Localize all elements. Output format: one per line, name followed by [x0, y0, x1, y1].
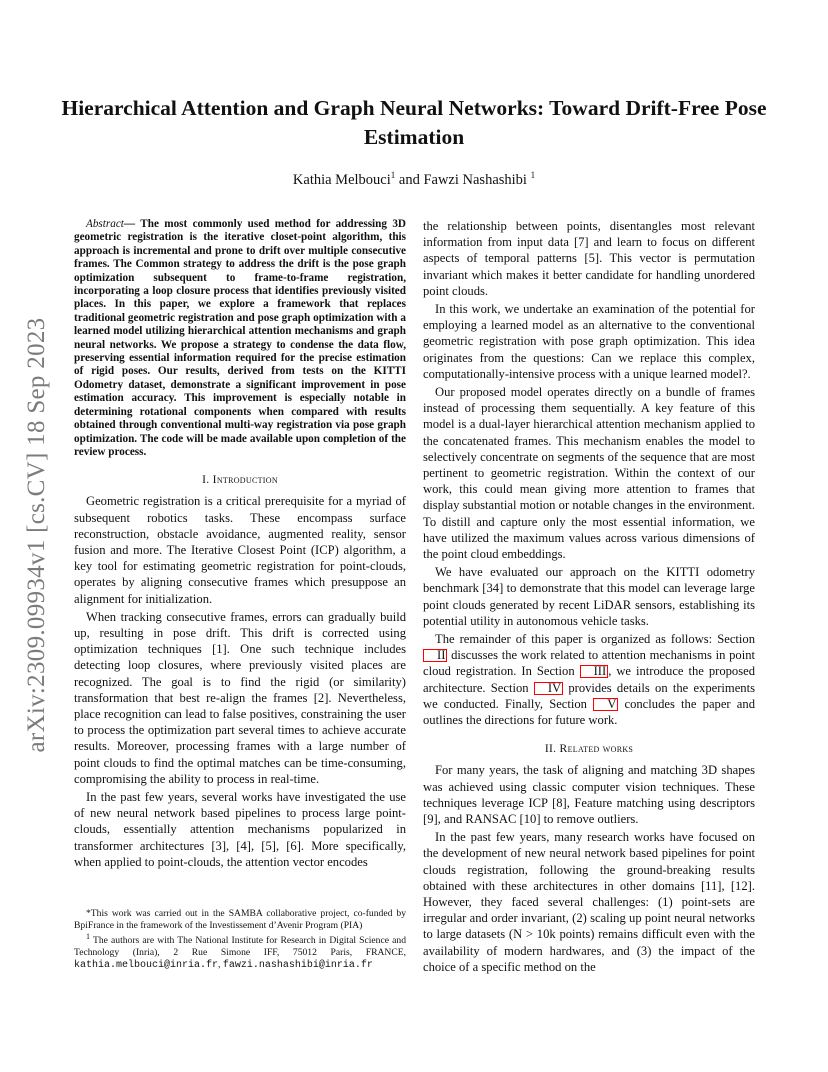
abstract — [74, 218, 406, 459]
paragraph: We have evaluated our approach on the KITTI odometry benchmark [34] to demonstrate that this model can leverage large point clouds generated by recent LiDAR sensors, establishing its potential utility in autonomous vehicle tasks. — [423, 565, 755, 628]
section-link[interactable]: III — [580, 665, 609, 678]
section-name: Related works — [559, 742, 634, 756]
left-column — [74, 218, 406, 870]
section-link[interactable]: II — [423, 649, 447, 662]
paragraph: Geometric registration is a critical prerequisite for a myriad of subsequent robotics tasks. These encompass surface reconstruction, obstacle avoidance, augmented reality, sensor fusion and more. The Iterative Closest Point (ICP) algorithm, a key tool for estimating geometric registration for point-clouds, operates by aligning consecutive frames which presuppose an alignment for initialization. — [74, 494, 406, 606]
footnote-affiliation: $^1$ The authors are with The National Institute for Research in Digital Science and Technology (Inria), 2 Rue Simone IFF, 75012 Paris, FRANCE, kathia.melbouci@inria.fr, fawzi.nashashibi@inria.fr — [74, 932, 406, 971]
paragraph: In the past few years, many research works have focused on the development of new neural network based pipelines for point clouds registration, following the ground-breaking results obtained with these architectures in other domains [11], [12]. However, they faced several challenges: (1) point-sets are irregular and order invariant, (2) scaling up point neural networks to large datasets (N > 10k points) remains difficult even with the availability of modern hardwares, and (3) the impact of the choice of a specific method on the — [423, 830, 755, 974]
paragraph: When tracking consecutive frames, errors can gradually build up, resulting in pose drift. This drift is corrected using optimization techniques [1]. One such technique includes detecting loop closures, where previously visited places are recognized. The goal is to find the rigid (or similarity) transformation that best re-align the frames [2]. Nevertheless, place recognition can lead to false positives, constraining the user to process the optimization part several times to achieve accurate results. Moreover, processing frames with a large number of point clouds to find the optimal matches can be time-consuming, compromising the ability to process in real-time. — [74, 609, 406, 786]
abstract-text: The most commonly used method for addressing 3D geometric registration is the iterative closet-point algorithm, this approach is incremental and prone to drift over multiple consecutive frames. The Common strategy to address the drift is the pose graph optimization subsequent to frame-to-frame registration, incorporating a loop closure process that identifies previously visited places. In this paper, we explore a framework that replaces traditional geometric registration and pose graph optimization with a learned model utilizing hierarchical attention mechanisms and graph neural networks. We propose a strategy to condense the data flow, preserving essential information required for the precise estimation of rigid poses. Our results, derived from tests on the KITTI Odometry dataset, demonstrate a significant improvement in pose estimation accuracy. This improvement is especially notable in determining rotational components when compared with results obtained through conventional multi-way registration via pose graph optimization. The code will be made available upon completion of the review process. — [74, 218, 406, 458]
paragraph: the relationship between points, disentangles most relevant information from input data [7] and learn to focus on different aspects of temporal patterns [5]. This vector is permutation invariant which makes it better candidate for handling unordered point clouds. — [423, 219, 755, 298]
section-name: Introduction — [212, 473, 278, 487]
footnotes — [74, 908, 406, 971]
section-heading-related-works: II. Related works — [544, 742, 634, 756]
author-1: Kathia Melbouci — [292, 171, 391, 188]
arxiv-stamp — [22, 285, 52, 785]
paragraph: The remainder of this paper is organized as follows: Section II discusses the work related to attention mechanisms in point cloud registration. In Section III , we introduce the proposed architecture. Section IV provides details on the experiments we conducted. Finally, Section V concludes the paper and outlines the directions for future work. — [423, 632, 756, 728]
email-link[interactable]: fawzi.nashashibi@inria.fr — [222, 959, 373, 971]
paragraph: Our proposed model operates directly on a bundle of frames instead of processing them sequentially. A key feature of this model is a dual-layer hierarchical attention mechanism applied to the concatenated frames. This mechanism enables the model to selectively concentrate on segments of the sequence that are most pertinent to geometric registration. Within the context of our work, this could mean giving more attention to frames that display substantial motion or notable changes in the environment. To distill and capture only the most essential information, we have utilized the maximum values across various dimensions of the point cloud embeddings. — [423, 385, 755, 562]
authors — [60, 170, 768, 189]
email-link[interactable]: kathia.melbouci@inria.fr — [74, 959, 219, 971]
author-separator: and — [395, 171, 424, 188]
abstract-label: Abstract — [86, 218, 124, 230]
footnote-funding: *This work was carried out in the SAMBA collaborative project, co-funded by BpiFrance in the framework of the Investissement d’Avenir Program (PIA) — [74, 908, 406, 931]
section-heading-introduction: I. Introduction — [202, 473, 278, 487]
section-link[interactable]: V — [593, 698, 618, 711]
paragraph: In the past few years, several works have investigated the use of new neural network based pipelines to process large point-clouds, essentially attention mechanisms popularized in transformer architectures [3], [4], [5], [6]. More specifically, when applied to point-clouds, the attention vector encodes — [74, 789, 406, 869]
paragraph: For many years, the task of aligning and matching 3D shapes was achieved using classic computer vision techniques. These techniques leverage ICP [8], Feature matching using descriptors [9], and RANSAC [10] to remove outliers. — [423, 763, 755, 826]
right-column — [423, 218, 755, 975]
author-2: Fawzi Nashashibi — [423, 171, 527, 188]
paragraph: In this work, we undertake an examination of the potential for employing a learned model as an alternative to the conventional geometric registration with pose graph optimization. This idea originates from the questions: Can we replace this complex, computationally-intensive process with a unique learned model?. — [423, 302, 755, 381]
abstract-dash: — — [123, 218, 141, 230]
author-1-affiliation: 1 — [390, 170, 396, 180]
arxiv-id: arXiv:2309.09934v1 [cs.CV] 18 Sep 2023 — [23, 317, 50, 753]
section-link[interactable]: IV — [534, 682, 563, 695]
author-2-affiliation: 1 — [530, 170, 536, 180]
paper-title: Hierarchical Attention and Graph Neural Networks: Toward Drift-Free Pose Estimation — [61, 96, 767, 149]
